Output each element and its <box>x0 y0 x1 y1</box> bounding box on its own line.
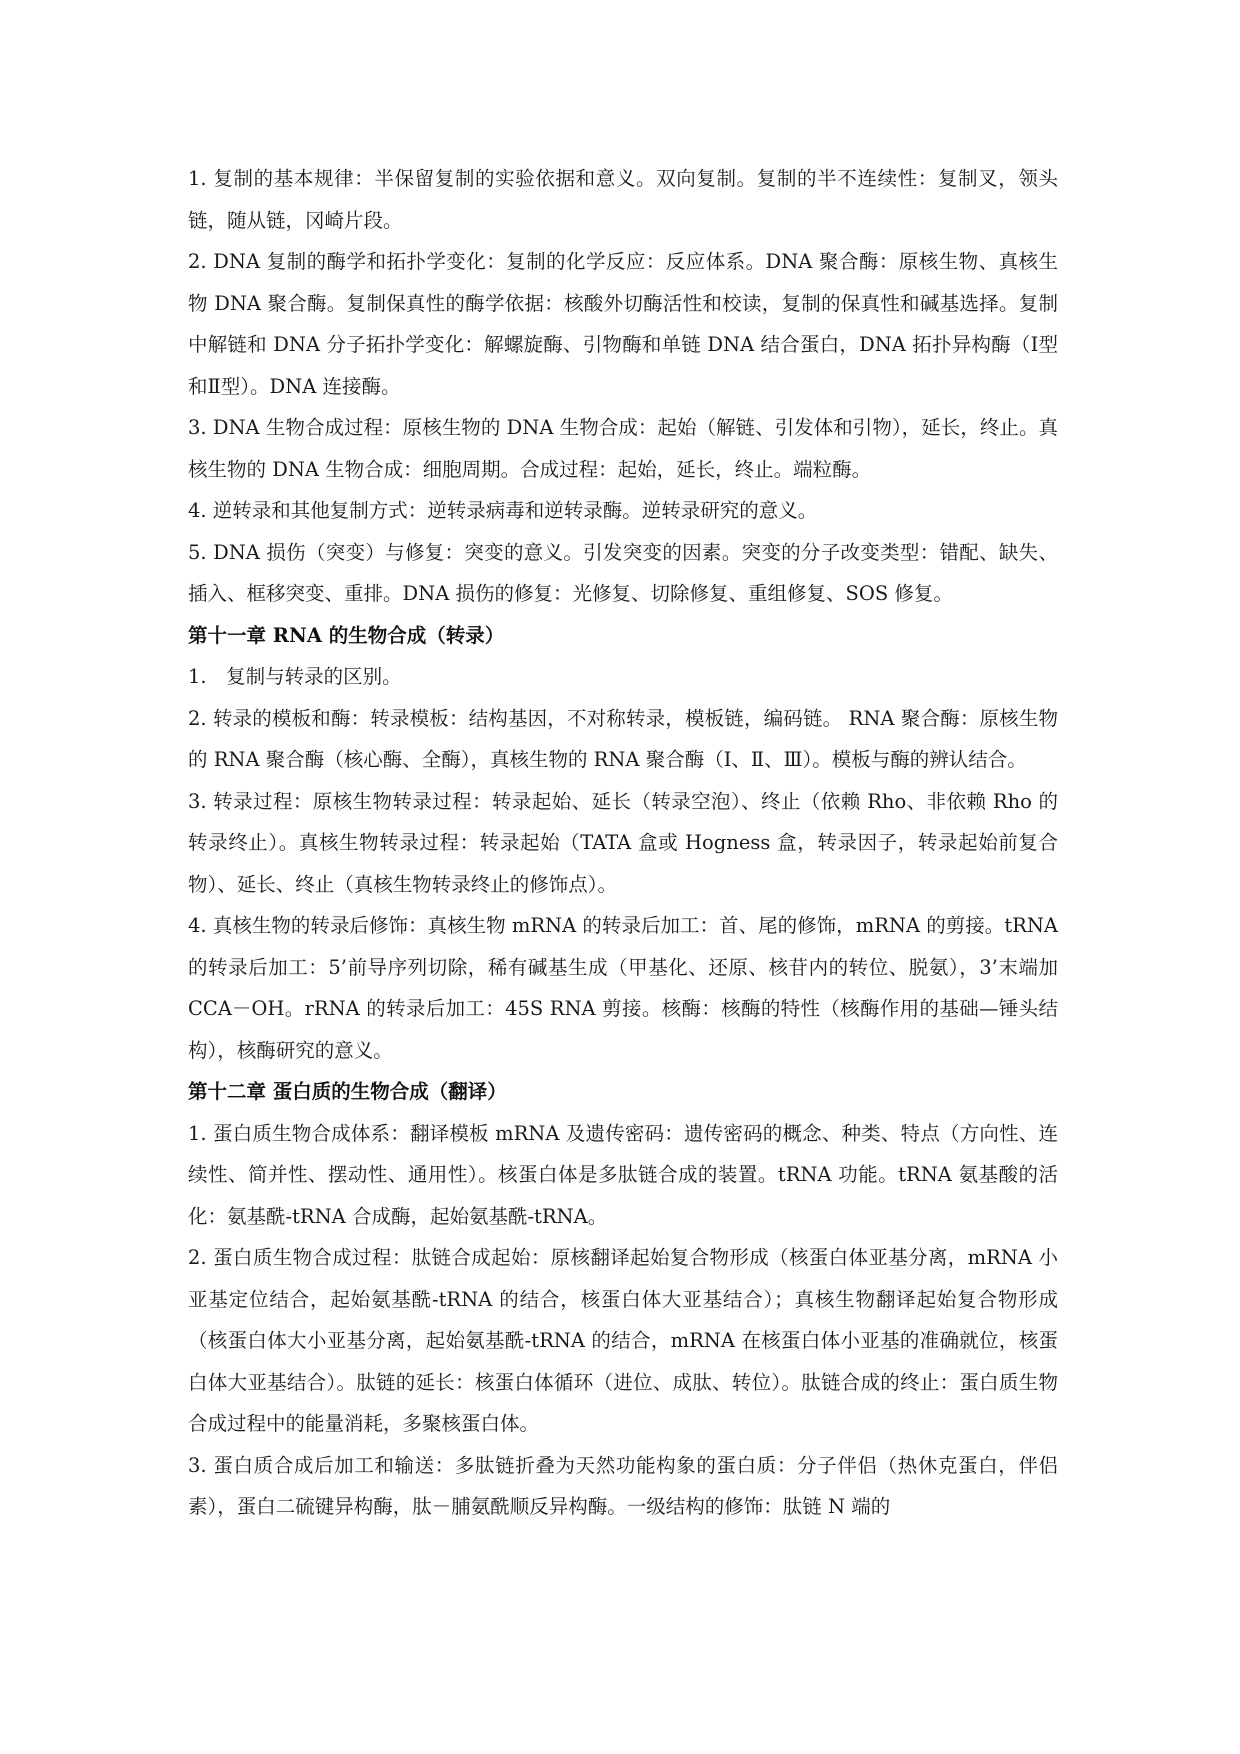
document-body <box>188 158 1058 1528</box>
paragraph-replication-vs-transcription: 1. 复制与转录的区别。 <box>188 665 402 688</box>
paragraph-protein-synthesis-process: 2. 蛋白质生物合成过程：肽链合成起始：原核翻译起始复合物形成（核蛋白体亚基分离，mRNA 小亚基定位结合，起始氨基酰-tRNA 的结合，核蛋白体大亚基结合）；真核生物翻译起始复合物形成（核蛋白体大小亚基分离，起始氨基酰-tRNA 的结合，mRNA 在核蛋白体小亚基的准确就位，核蛋白体大亚基结合）。肽链的延长：核蛋白体循环（进位、成肽、转位）。肽链合成的终止：蛋白质生物合成过程中的能量消耗，多聚核蛋白体。 <box>188 1246 1058 1435</box>
paragraph-post-translation-processing: 3. 蛋白质合成后加工和输送：多肽链折叠为天然功能构象的蛋白质：分子伴侣（热休克蛋白，伴侣素），蛋白二硫键异构酶，肽－脯氨酰顺反异构酶。一级结构的修饰：肽链 N 端的 <box>188 1453 1058 1518</box>
paragraph-replication-enzymes: 2. DNA 复制的酶学和拓扑学变化：复制的化学反应：反应体系。DNA 聚合酶：原核生物、真核生物 DNA 聚合酶。复制保真性的酶学依据：核酸外切酶活性和校读，复制的保真性和碱基选择。复制中解链和 DNA 分子拓扑学变化：解螺旋酶、引物酶和单链 DNA 结合蛋白，DNA 拓扑异构酶（Ⅰ型和Ⅱ型）。DNA 连接酶。 <box>188 250 1058 398</box>
paragraph-transcription-process: 3. 转录过程：原核生物转录过程：转录起始、延长（转录空泡）、终止（依赖 Rho、非依赖 Rho 的转录终止）。真核生物转录过程：转录起始（TATA 盒或 Hogness 盒，转录因子，转录起始前复合物）、延长、终止（真核生物转录终止的修饰点）。 <box>188 789 1058 896</box>
chapter-12-heading: 第十二章 蛋白质的生物合成（翻译） <box>188 1080 507 1103</box>
paragraph-dna-synthesis-process: 3. DNA 生物合成过程：原核生物的 DNA 生物合成：起始（解链、引发体和引物），延长，终止。真核生物的 DNA 生物合成：细胞周期。合成过程：起始，延长，终止。端粒酶。 <box>188 416 1058 481</box>
chapter-11-heading: 第十一章 RNA 的生物合成（转录） <box>188 623 505 647</box>
paragraph-reverse-transcription: 4. 逆转录和其他复制方式：逆转录病毒和逆转录酶。逆转录研究的意义。 <box>188 499 818 522</box>
paragraph-dna-damage-repair: 5. DNA 损伤（突变）与修复：突变的意义。引发突变的因素。突变的分子改变类型：错配、缺失、插入、框移突变、重排。DNA 损伤的修复：光修复、切除修复、重组修复、SOS 修复。 <box>188 540 1058 605</box>
paragraph-protein-synthesis-system: 1. 蛋白质生物合成体系：翻译模板 mRNA 及遗传密码：遗传密码的概念、种类、特点（方向性、连续性、简并性、摆动性、通用性）。核蛋白体是多肽链合成的装置。tRNA 功能。tRNA 氨基酸的活化：氨基酰-tRNA 合成酶，起始氨基酰-tRNA。 <box>188 1121 1058 1228</box>
paragraph-post-transcription-modification: 4. 真核生物的转录后修饰：真核生物 mRNA 的转录后加工：首、尾的修饰，mRNA 的剪接。tRNA 的转录后加工：5’前导序列切除，稀有碱基生成（甲基化、还原、核苷内的转位、脱氨），3’末端加 CCA－OH。rRNA 的转录后加工：45S RNA 剪接。核酶：核酶的特性（核酶作用的基础—锤头结构），核酶研究的意义。 <box>188 914 1058 1062</box>
paragraph-transcription-template-enzyme: 2. 转录的模板和酶：转录模板：结构基因，不对称转录，模板链，编码链。 RNA 聚合酶：原核生物的 RNA 聚合酶（核心酶、全酶），真核生物的 RNA 聚合酶（Ⅰ、Ⅱ、Ⅲ）。模板与酶的辨认结合。 <box>188 706 1058 771</box>
paragraph-replication-rules: 1. 复制的基本规律：半保留复制的实验依据和意义。双向复制。复制的半不连续性：复制叉，领头链，随从链，冈崎片段。 <box>188 167 1058 232</box>
